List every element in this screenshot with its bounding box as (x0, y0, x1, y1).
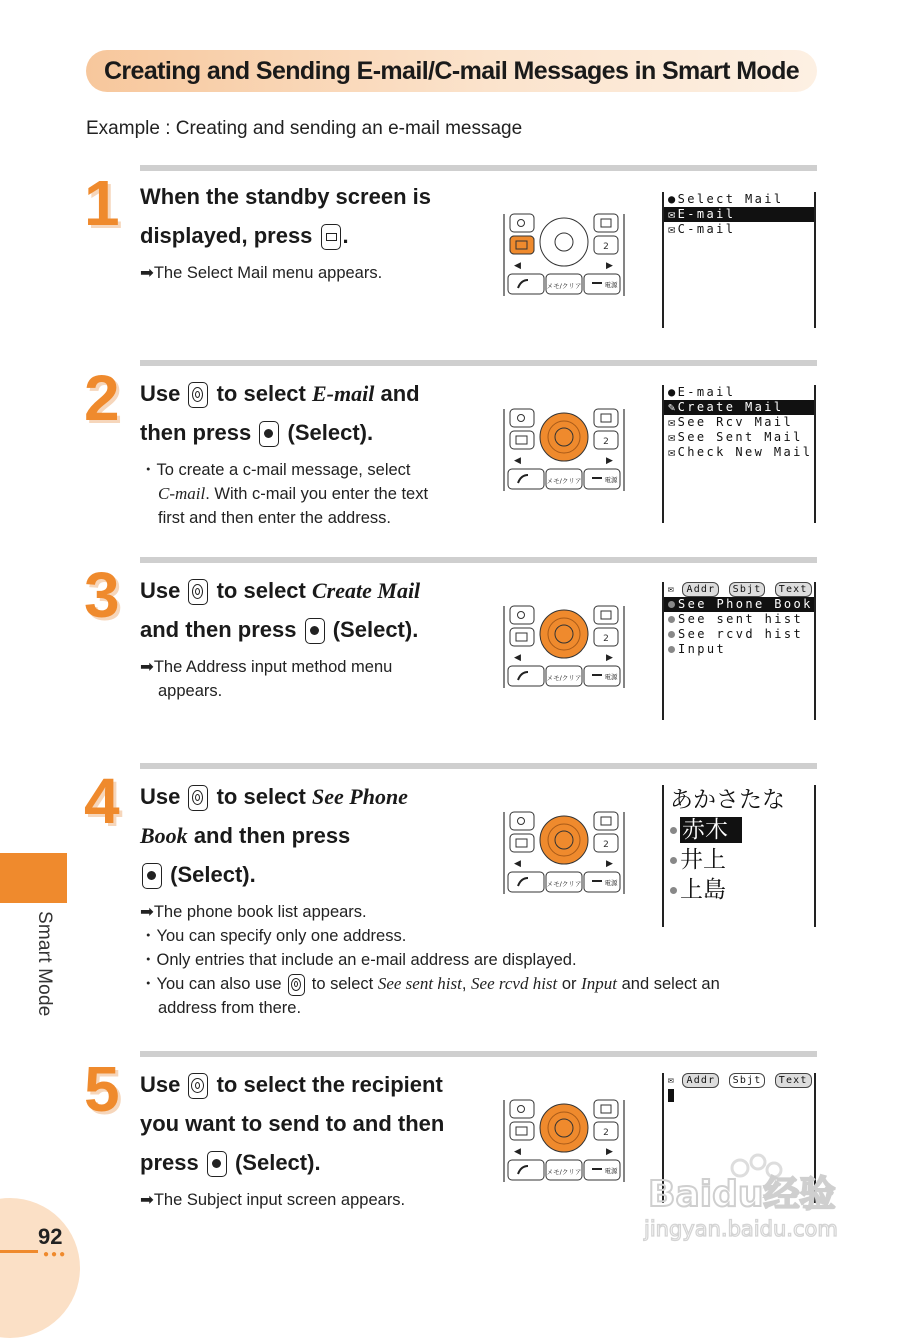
note-text: first and then enter the address. (158, 509, 391, 527)
step-note (140, 458, 428, 530)
step-rule (140, 557, 817, 563)
step-rule (140, 360, 817, 366)
bullet-icon (670, 827, 677, 834)
screen-row-selected (664, 815, 814, 845)
center-key-icon (207, 1151, 227, 1177)
row-label: 赤木 (680, 817, 742, 843)
page-number-line (0, 1250, 38, 1253)
heading-italic: Create Mail (312, 578, 421, 603)
bullet-icon (670, 857, 677, 864)
step-heading (140, 777, 408, 894)
section-tab (0, 853, 67, 903)
heading-text: . (342, 223, 349, 248)
result-text: ➡The Subject input screen appears. (140, 1191, 406, 1209)
step-number: 1 (84, 167, 120, 239)
heading-text: to select (216, 784, 306, 809)
heading-text: Use (140, 1072, 181, 1097)
bullet-icon (668, 601, 675, 608)
step-number: 3 (84, 559, 120, 631)
screen-row (664, 875, 814, 905)
screen-row: ✉See Rcv Mail (668, 415, 794, 429)
step-result (140, 261, 382, 285)
section-label: Smart Mode (34, 911, 55, 1017)
note-text: address from there. (158, 999, 302, 1017)
note-text: ・You can also use (140, 975, 282, 993)
watermark-text: Baidu经验 (648, 1174, 836, 1215)
page-number-disc (0, 1198, 80, 1338)
tab-sbjt: Sbjt (729, 1073, 766, 1088)
step-number: 5 (84, 1053, 120, 1125)
screen-row (664, 642, 814, 657)
baidu-watermark-logo (640, 1148, 850, 1243)
screen-tabs (664, 582, 814, 597)
screen-row-selected (664, 597, 814, 612)
step-rule (140, 763, 817, 769)
tab-text: Text (775, 1073, 812, 1088)
phone-screen (662, 385, 816, 523)
screen-row (664, 612, 814, 627)
heading-text: to select (216, 578, 306, 603)
step-heading (140, 571, 420, 649)
phone-keypad-nav-illustration (500, 405, 628, 493)
navigation-key-icon (288, 974, 305, 996)
tab-text: Text (775, 582, 812, 597)
step-number: 4 (84, 765, 120, 837)
screen-tabs (664, 1073, 814, 1088)
phone-keypad-nav-illustration (500, 808, 628, 896)
mail-key-icon (321, 224, 341, 250)
heading-text: Use (140, 381, 181, 406)
screen-row: ✉See Sent Mail (668, 430, 803, 444)
note-text: ・You can specify only one address. (140, 927, 407, 945)
heading-italic: E-mail (312, 381, 375, 406)
navigation-key-icon (188, 785, 208, 811)
note-text: or (561, 975, 577, 993)
mail-icon: ✉ (668, 584, 676, 595)
screen-row: ●E-mail (668, 385, 736, 399)
heading-text: (Select). (234, 1150, 321, 1175)
row-label: 井上 (680, 847, 726, 873)
heading-text: Use (140, 784, 181, 809)
four-way-key-icon (188, 1073, 208, 1099)
heading-line: When the standby screen is (140, 184, 431, 209)
page-title: Creating and Sending E-mail/C-mail Messages in Smart Mode (103, 57, 800, 85)
heading-italic: Book (140, 823, 188, 848)
bullet-icon (668, 616, 675, 623)
result-text: ➡The Select Mail menu appears. (140, 264, 383, 282)
screen-row (664, 845, 814, 875)
phone-keypad-mail-illustration (500, 210, 628, 298)
row-label: 上島 (680, 877, 726, 903)
screen-row-selected: ✎Create Mail (664, 400, 814, 415)
center-key-icon (142, 863, 162, 889)
step-number: 2 (84, 362, 120, 434)
result-text: ➡The Address input method menu (140, 658, 393, 676)
phone-screen (662, 192, 816, 328)
row-label: See sent hist (678, 612, 804, 626)
row-label: See rcvd hist (678, 627, 804, 641)
step-rule (140, 165, 817, 171)
note-italic: See sent hist (377, 974, 462, 993)
step-result (140, 1188, 405, 1212)
note-text: ・To create a c-mail message, select (140, 461, 411, 479)
text-cursor (664, 1088, 814, 1103)
step-rule (140, 1051, 817, 1057)
heading-text: (Select). (287, 420, 374, 445)
screen-index-row (664, 785, 814, 815)
heading-text: and (380, 381, 420, 406)
note-text: and select an (621, 975, 720, 993)
tab-addr: Addr (682, 582, 719, 597)
row-label: あかさたな (670, 787, 785, 813)
page-number: 92 (38, 1224, 63, 1249)
navigation-key-icon (188, 579, 208, 605)
heading-text: Use (140, 578, 181, 603)
bullet-icon (670, 887, 677, 894)
result-text: appears. (158, 682, 223, 700)
center-key-icon (305, 618, 325, 644)
tab-sbjt: Sbjt (729, 582, 766, 597)
tab-addr: Addr (682, 1073, 719, 1088)
row-label: See Phone Book (678, 597, 813, 611)
heading-text: to select (216, 381, 306, 406)
bullet-icon (668, 631, 675, 638)
note-text: , (461, 975, 467, 993)
heading-text: displayed, press (140, 223, 313, 248)
page-number-dots: ●●● (43, 1249, 68, 1260)
center-key-icon (259, 421, 279, 447)
step-heading (140, 374, 420, 452)
note-text: to select (311, 975, 374, 993)
phone-screen (662, 582, 816, 720)
row-label: Input (678, 642, 727, 656)
phone-screen (662, 785, 816, 927)
heading-text: and then press (193, 823, 351, 848)
note-line (140, 972, 720, 996)
heading-text: (Select). (170, 862, 256, 887)
note-text: ・Only entries that include an e-mail address are displayed. (140, 951, 577, 969)
step-notes (140, 900, 720, 1020)
screen-row (664, 627, 814, 642)
phone-keypad-nav-illustration (500, 602, 628, 690)
heading-text: to select the recipient (216, 1072, 443, 1097)
heading-text: and then press (140, 617, 297, 642)
phone-keypad-nav-illustration (500, 1096, 628, 1184)
screen-row: ✉Check New Mail (668, 445, 813, 459)
bullet-icon (668, 646, 675, 653)
step-result (140, 655, 392, 703)
watermark-url: jingyan.baidu.com (644, 1217, 838, 1241)
screen-row: ●Select Mail (668, 192, 784, 206)
note-italic: C-mail (158, 484, 206, 503)
note-text: ➡The phone book list appears. (140, 903, 367, 921)
note-text: . With c-mail you enter the text (205, 485, 429, 503)
heading-italic: See Phone (312, 784, 408, 809)
step-heading (140, 177, 431, 255)
step-heading (140, 1065, 444, 1182)
example-text: Example : Creating and sending an e-mail message (86, 118, 523, 139)
screen-row-selected: ✉E-mail (664, 207, 814, 222)
heading-text: (Select). (332, 617, 419, 642)
navigation-key-icon (188, 382, 208, 408)
heading-text: press (140, 1150, 199, 1175)
note-line (140, 482, 428, 506)
heading-text: you want to send to and then (140, 1111, 445, 1136)
title-bar (86, 50, 817, 92)
screen-row: ✉C-mail (668, 222, 736, 236)
note-italic: Input (581, 974, 618, 993)
note-italic: See rcvd hist (471, 974, 558, 993)
mail-icon: ✉ (668, 1075, 676, 1086)
heading-text: then press (140, 420, 252, 445)
